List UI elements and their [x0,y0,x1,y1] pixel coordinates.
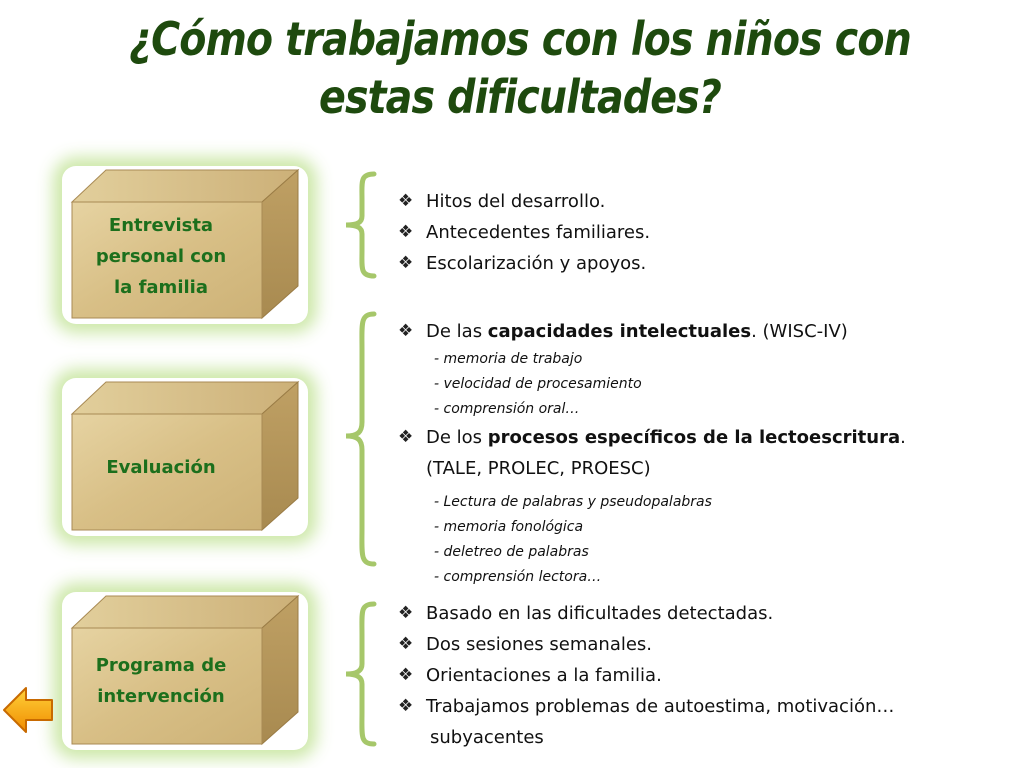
brace-section3 [340,600,380,748]
item-text: Escolarización y apoyos. [426,253,647,274]
item-text: Basado en las dificultades detectadas. [426,603,774,624]
list-item [398,660,998,691]
diamond-bullet-icon: ❖ [398,191,414,211]
sub-item: - Lectura de palabras y pseudopalabras [434,494,712,510]
box-entrevista [62,166,308,324]
sub-item: - comprensión lectora… [434,569,602,585]
list-item [398,629,998,660]
list-item [398,217,998,248]
box-top-face [72,382,298,414]
box-label-evaluacion: Evaluación [106,457,216,478]
item-text: Trabajamos problemas de autoestima, motivación… [426,696,895,717]
list-programa [398,598,998,753]
sub-item: - memoria de trabajo [434,351,583,367]
box-top-face [72,596,298,628]
diamond-bullet-icon: ❖ [398,222,414,242]
item-text: Antecedentes familiares. [426,222,651,243]
diamond-bullet-icon: ❖ [398,253,414,273]
diamond-bullet-icon: ❖ [398,427,414,447]
brace-section2 [340,310,380,568]
diamond-bullet-icon: ❖ [398,634,414,654]
list-item [398,422,998,453]
arrow-left-icon[interactable] [2,684,54,736]
item-text: . (WISC-IV) [751,321,848,342]
sub-item: - deletreo de palabras [434,544,589,560]
box-label-entrevista [72,210,250,303]
item-continuation: (TALE, PROLEC, PROESC) [426,458,651,479]
item-text: Hitos del desarrollo. [426,191,606,212]
item-text: De las [426,321,488,342]
list-item [398,316,998,347]
box-label-line: personal con [95,246,227,267]
box-label-programa [72,650,250,712]
sub-item: - memoria fonológica [434,519,584,535]
item-text: Orientaciones a la familia. [426,665,662,686]
box-top-face [72,170,298,202]
item-continuation: subyacentes [430,727,544,748]
item-text: De los [426,427,488,448]
item-bold-text: procesos específicos de la lectoescritura [487,427,901,448]
list-entrevista [398,186,998,279]
box-label-line: la familia [114,277,208,298]
list-item [398,598,998,629]
box-programa [62,592,308,750]
diamond-bullet-icon: ❖ [398,321,414,341]
box-label-line: Entrevista [108,215,214,236]
box-label-line: intervención [97,686,225,707]
item-text: . [900,427,906,448]
diamond-bullet-icon: ❖ [398,665,414,685]
list-item [398,186,998,217]
item-bold-text: capacidades intelectuales [487,321,752,342]
page-title: ¿Cómo trabajamos con los niños con estas dificultades? [128,12,911,124]
box-label-line: Programa de [95,655,227,676]
diamond-bullet-icon: ❖ [398,603,414,623]
list-item [398,248,998,279]
sub-item: - velocidad de procesamiento [434,376,642,392]
item-text: Dos sesiones semanales. [426,634,653,655]
sub-item: - comprensión oral… [434,401,580,417]
box-evaluacion [62,378,308,536]
list-evaluacion [398,316,998,590]
list-item [398,691,998,722]
diamond-bullet-icon: ❖ [398,696,414,716]
brace-section1 [340,170,380,280]
